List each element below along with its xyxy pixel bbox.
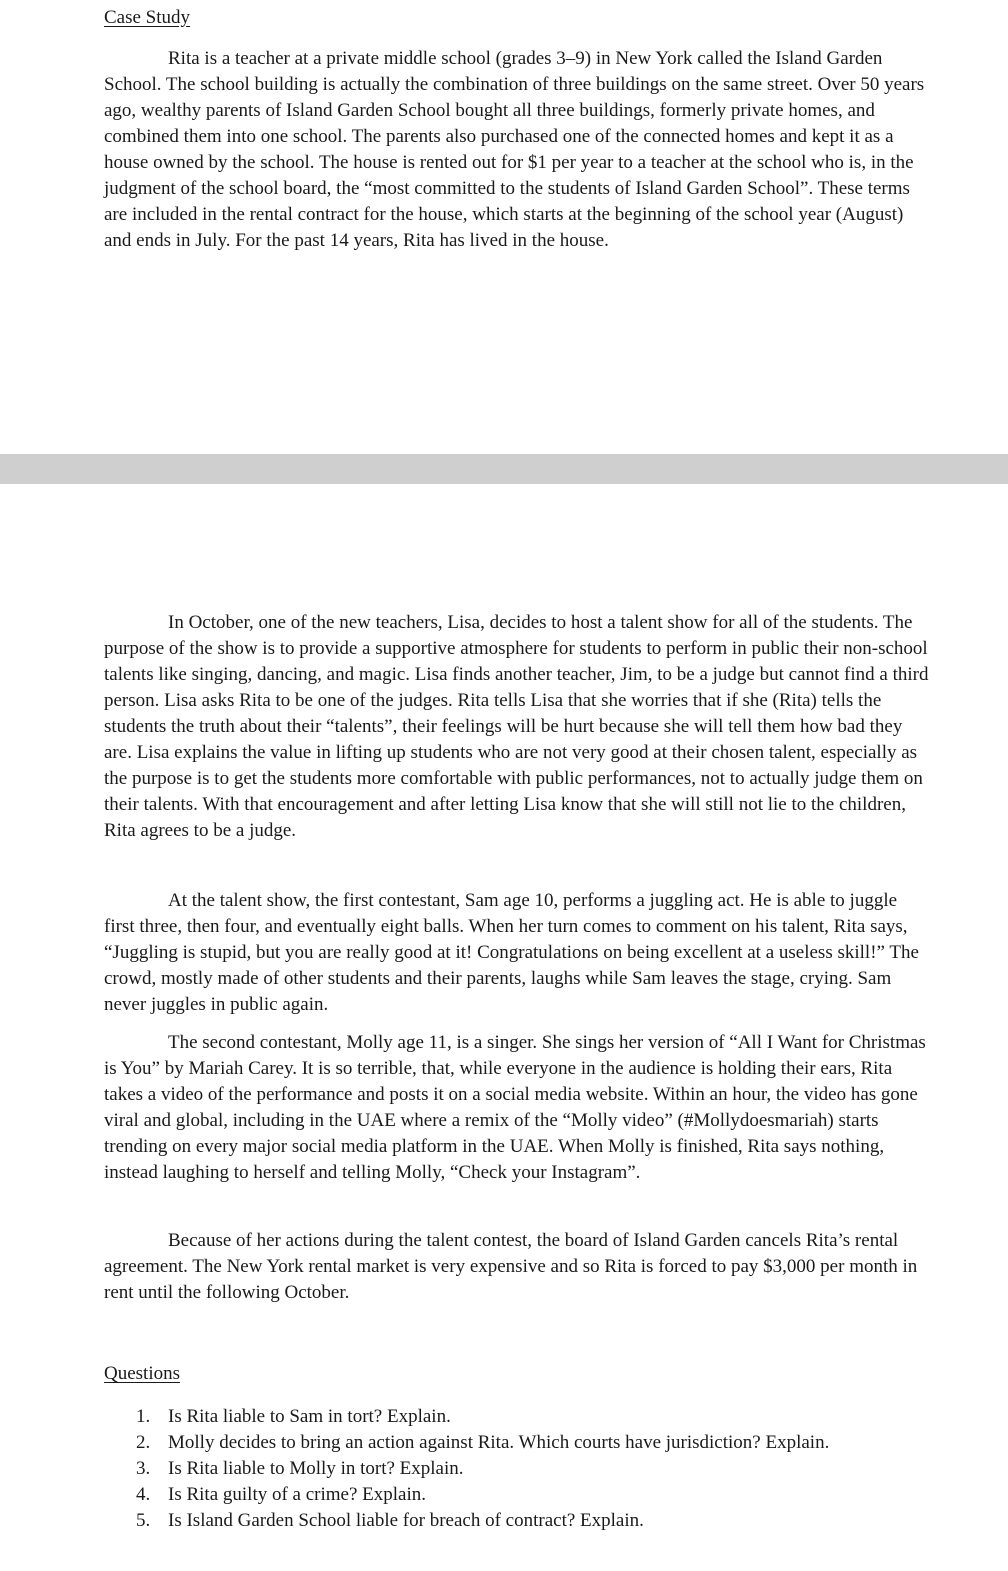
question-item xyxy=(104,1456,930,1482)
question-number: 1. xyxy=(136,1406,151,1427)
story-paragraph-talent-show: In October, one of the new teachers, Lisa, decides to host a talent show for all of the students. The purpose of the show is to provide a supportive atmosphere for students to perform in public their non-school talents like singing, dancing, and magic. Lisa finds another teacher, Jim, to be a judge but cannot find a third person. Lisa asks Rita to be one of the judges. Rita tells Lisa that she worries that if she (Rita) tells the students the truth about their “talents”, their feelings will be hurt because she will tell them how bad they are. Lisa explains the value in lifting up students who are not very good at their chosen talent, especially as the purpose is to get the students more comfortable with public performances, not to actually judge them on their talents. With that encouragement and after letting Lisa know that she will still not lie to the children, Rita agrees to be a judge. xyxy=(104,612,929,841)
question-number: 5. xyxy=(136,1510,151,1531)
question-text: Molly decides to bring an action against Rita. Which courts have jurisdiction? Explain. xyxy=(168,1432,830,1453)
question-number: 4. xyxy=(136,1484,151,1505)
question-text: Is Island Garden School liable for breach of contract? Explain. xyxy=(168,1510,644,1531)
question-item xyxy=(104,1508,930,1534)
question-text: Is Rita guilty of a crime? Explain. xyxy=(168,1484,427,1505)
question-item xyxy=(104,1430,930,1456)
story-paragraph-sam: At the talent show, the first contestant, Sam age 10, performs a juggling act. He is able to juggle first three, then four, and eventually eight balls. When her turn comes to comment on his talent, Rita says, “Juggling is stupid, but you are really good at it! Congratulations on being excellent at a useless skill!” The crowd, mostly made of other students and their parents, laughs while Sam leaves the stage, crying. Sam never juggles in public again. xyxy=(104,890,919,1015)
story-paragraph-molly: The second contestant, Molly age 11, is a singer. She sings her version of “All I Want for Christmas is You” by Mariah Carey. It is so terrible, that, while everyone in the audience is holding their ears, Rita takes a video of the performance and posts it on a social media website. Within an hour, the video has gone viral and global, including in the UAE where a remix of the “Molly video” (#Mollydoesmariah) starts trending on every major social media platform in the UAE. When Molly is finished, Rita says nothing, instead laughing to herself and telling Molly, “Check your Instagram”. xyxy=(104,1032,926,1183)
question-item xyxy=(104,1404,930,1430)
story-paragraph-rental-cancelled: Because of her actions during the talent contest, the board of Island Garden cancels Rita’s rental agreement. The New York rental market is very expensive and so Rita is forced to pay $3,000 per month in rent until the following October. xyxy=(104,1230,918,1303)
question-text: Is Rita liable to Sam in tort? Explain. xyxy=(168,1406,451,1427)
case-study-intro-paragraph: Rita is a teacher at a private middle school (grades 3–9) in New York called the Island Garden School. The school building is actually the combination of three buildings on the same street. Over 50 years ago, wealthy parents of Island Garden School bought all three buildings, formerly private homes, and combined them into one school. The parents also purchased one of the connected homes and kept it as a house owned by the school. The house is rented out for $1 per year to a teacher at the school who is, in the judgment of the school board, the “most committed to the students of Island Garden School”. These terms are included in the rental contract for the house, which starts at the beginning of the school year (August) and ends in July. For the past 14 years, Rita has lived in the house. xyxy=(104,48,925,251)
case-study-heading: Case Study xyxy=(104,7,191,28)
question-number: 3. xyxy=(136,1458,151,1479)
page-divider xyxy=(0,454,1008,484)
question-number: 2. xyxy=(136,1432,151,1453)
questions-list xyxy=(104,1404,930,1534)
question-text: Is Rita liable to Molly in tort? Explain. xyxy=(168,1458,464,1479)
question-item xyxy=(104,1482,930,1508)
document-page-1 xyxy=(0,0,1008,454)
questions-heading: Questions xyxy=(104,1363,180,1384)
